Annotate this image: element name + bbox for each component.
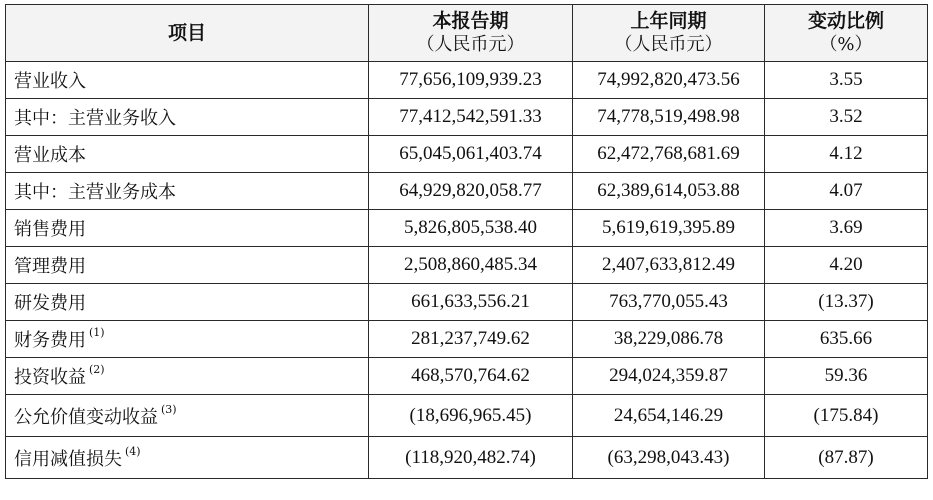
row-current: 5,826,805,538.40 (369, 210, 573, 247)
row-prior: 5,619,619,395.89 (573, 210, 765, 247)
table-row (6, 395, 928, 437)
row-current: (118,920,482.74) (369, 437, 573, 479)
header-current-period (369, 5, 573, 62)
row-change: (13.37) (765, 284, 928, 321)
financial-table (5, 4, 928, 479)
row-item (6, 284, 369, 321)
row-item-label: 营业成本 (14, 145, 86, 166)
row-prior: (63,298,043.43) (573, 437, 765, 479)
header-change-ratio (765, 5, 928, 62)
row-item-label: 管理费用 (14, 256, 86, 277)
header-prior-period (573, 5, 765, 62)
row-current: (18,696,965.45) (369, 395, 573, 437)
row-prior: 24,654,146.29 (573, 395, 765, 437)
row-change: 635.66 (765, 321, 928, 358)
row-item-label: 研发费用 (14, 293, 86, 314)
row-current: 77,656,109,939.23 (369, 62, 573, 99)
row-item (6, 358, 369, 395)
table-row (6, 99, 928, 136)
row-change: 3.69 (765, 210, 928, 247)
row-current: 2,508,860,485.34 (369, 247, 573, 284)
row-item-label: 公允价值变动收益 (14, 406, 158, 428)
header-change-unit: （%） (819, 34, 873, 55)
row-item (6, 99, 369, 136)
row-prior: 763,770,055.43 (573, 284, 765, 321)
row-item (6, 437, 369, 479)
row-item (6, 321, 369, 358)
header-item (6, 5, 369, 62)
header-prior-title: 上年同期 (630, 10, 707, 32)
table-row (6, 210, 928, 247)
table-row (6, 136, 928, 173)
row-note-marker: (2) (89, 363, 105, 376)
row-current: 64,929,820,058.77 (369, 173, 573, 210)
row-note-marker: (4) (125, 444, 141, 458)
table-row (6, 284, 928, 321)
row-current: 65,045,061,403.74 (369, 136, 573, 173)
table-row (6, 62, 928, 99)
row-item-label: 营业收入 (14, 71, 86, 92)
row-item-label: 其中：主营业务成本 (14, 182, 176, 203)
table-row (6, 173, 928, 210)
row-prior: 38,229,086.78 (573, 321, 765, 358)
row-item (6, 136, 369, 173)
row-item (6, 395, 369, 437)
row-change: (87.87) (765, 437, 928, 479)
header-change-title: 变动比例 (807, 10, 884, 32)
row-item-label: 销售费用 (14, 219, 86, 240)
row-change: 3.52 (765, 99, 928, 136)
row-note-marker: (3) (161, 402, 177, 416)
row-item-label: 财务费用 (14, 330, 86, 351)
header-prior-unit: （人民币元） (614, 34, 723, 55)
header-current-unit: （人民币元） (416, 34, 525, 55)
row-change: 3.55 (765, 62, 928, 99)
row-change: 4.20 (765, 247, 928, 284)
row-item-label: 其中：主营业务收入 (14, 108, 176, 129)
row-item-label: 信用减值损失 (14, 448, 122, 470)
row-item (6, 62, 369, 99)
header-current-title: 本报告期 (432, 10, 509, 32)
row-prior: 74,992,820,473.56 (573, 62, 765, 99)
row-current: 661,633,556.21 (369, 284, 573, 321)
row-change: 4.07 (765, 173, 928, 210)
row-prior: 294,024,359.87 (573, 358, 765, 395)
row-change: (175.84) (765, 395, 928, 437)
row-current: 281,237,749.62 (369, 321, 573, 358)
row-current: 468,570,764.62 (369, 358, 573, 395)
row-item (6, 210, 369, 247)
row-prior: 74,778,519,498.98 (573, 99, 765, 136)
table-row (6, 321, 928, 358)
row-prior: 62,389,614,053.88 (573, 173, 765, 210)
table-row (6, 247, 928, 284)
row-note-marker: (1) (89, 326, 105, 339)
row-item (6, 247, 369, 284)
row-current: 77,412,542,591.33 (369, 99, 573, 136)
row-prior: 62,472,768,681.69 (573, 136, 765, 173)
table-row (6, 437, 928, 479)
row-item-label: 投资收益 (14, 367, 86, 388)
table-header-row (6, 5, 928, 62)
row-change: 4.12 (765, 136, 928, 173)
row-prior: 2,407,633,812.49 (573, 247, 765, 284)
row-item (6, 173, 369, 210)
header-item-label: 项目 (167, 22, 206, 44)
table-row (6, 358, 928, 395)
row-change: 59.36 (765, 358, 928, 395)
